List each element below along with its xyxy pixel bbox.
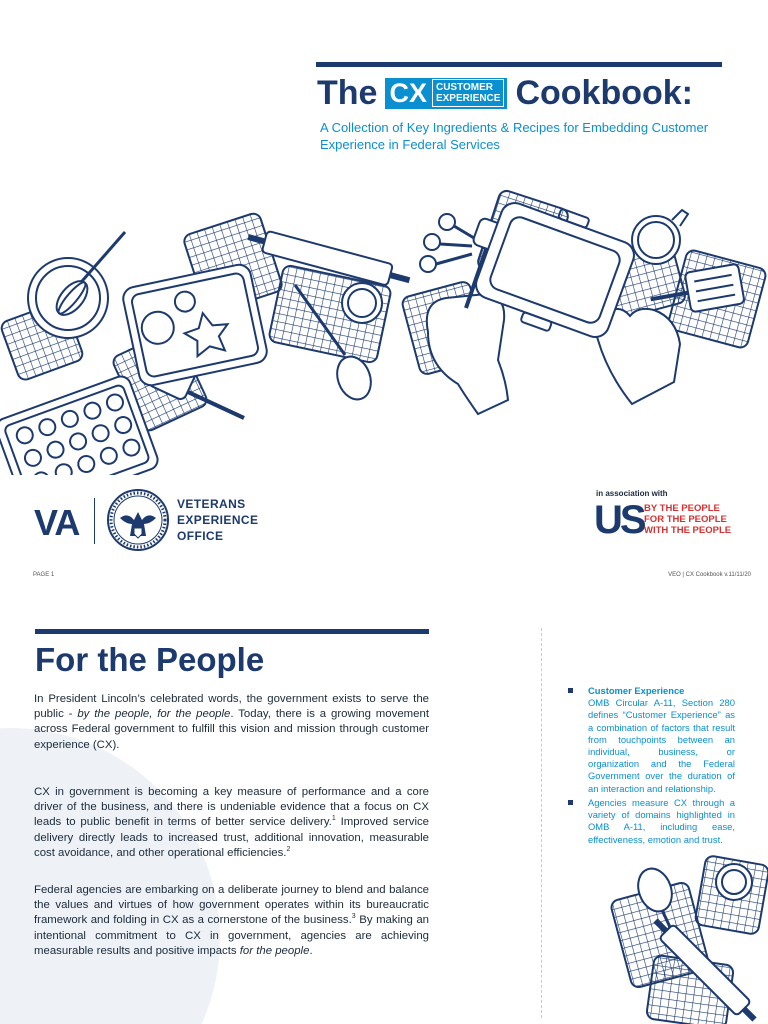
p3-emphasis: for the people: [239, 944, 310, 957]
veo-line1: VETERANS: [177, 497, 246, 511]
section-rule: [35, 629, 429, 634]
cx-badge-words: [432, 79, 504, 107]
background-circle: [0, 728, 220, 1024]
sidebar-item-body: OMB Circular A-11, Section 280 defines “Customer Experience” as a combination of factors that result from touchpoints between an individual, business, or organization and the Federal Government over the duration of an interaction and relationship.: [588, 697, 735, 794]
us-tagline-line2: FOR THE PEOPLE: [644, 514, 727, 525]
cx-badge: [385, 78, 507, 109]
p3-text-b: By making an intentional commitment to CX in government, agencies are achieving measurable results and positive impacts: [34, 914, 430, 957]
p1-emphasis: by the people, for the people: [77, 708, 231, 721]
p1-text-b: . Today, there is a growing movement across Federal government to fulfill this vision and mission through customer experience (CX).: [34, 708, 429, 751]
footnote-ref-2[interactable]: 2: [286, 846, 291, 854]
veo-line3: OFFICE: [177, 529, 224, 543]
baking-tray-icon: [121, 263, 269, 388]
veo-line2: EXPERIENCE: [177, 513, 259, 527]
bullet-icon: [568, 688, 573, 693]
measuring-cup-icon: [632, 210, 688, 264]
section-title: For the People: [35, 641, 265, 678]
sidebar-item-body: Agencies measure CX through a variety of domains highlighted in OMB A-11, including ease, effectiveness, emotion and trust.: [588, 797, 735, 845]
measuring-spoons-icon: [420, 214, 474, 272]
p3-text-a: Federal agencies are embarking on a deliberate journey to blend and balance the values and virtues of how government operates within its bureaucratic framework and folding in CX as a cornerstone of the business.: [34, 884, 429, 927]
footnote-ref-3[interactable]: 3: [351, 913, 356, 921]
bowl-whisk-icon: [28, 232, 125, 338]
veo-name: [177, 496, 258, 544]
version-label: VEO | CX Cookbook v.11/11/20: [668, 572, 751, 578]
title-rule: [316, 62, 722, 67]
cx-badge-line2: EXPERIENCE: [435, 93, 501, 104]
footnote-ref-1[interactable]: 1: [331, 815, 336, 823]
cx-badge-letters: CX: [389, 78, 427, 108]
document-title: [317, 74, 693, 112]
small-bowl-icon: [342, 283, 382, 323]
logo-divider: [94, 498, 95, 544]
title-cookbook: Cookbook:: [515, 74, 693, 112]
us-tagline: [644, 503, 731, 536]
us-tagline-line3: WITH THE PEOPLE: [644, 525, 732, 536]
kitchen-utensils-illustration: [0, 180, 768, 475]
us-logo: US: [594, 498, 644, 542]
p2-text-b: Improved service delivery directly leads to increased trust, additional innovation, measurable cost avoidance, and other operational efficiencies.: [34, 816, 430, 859]
p1-text-a: In President Lincoln’s celebrated words, the government exists to serve the public -: [34, 693, 429, 721]
paragraph-2: [34, 785, 429, 861]
va-logo: VA: [34, 502, 80, 543]
p3-text-c: .: [309, 944, 313, 957]
p2-text-a: CX in government is becoming a key measure of performance and a core driver of the business, and there is undeniable evidence that a focus on CX leads to public benefit in terms of better service delivery.: [34, 786, 429, 829]
va-seal-icon: [106, 488, 170, 552]
us-tagline-line1: BY THE PEOPLE: [644, 503, 720, 514]
paragraph-1: [34, 692, 429, 753]
sidebar-item-customer-experience: [570, 685, 735, 795]
subtitle: A Collection of Key Ingredients & Recipes for Embedding Customer Experience in Federal Services: [320, 120, 709, 152]
title-the: The: [317, 74, 378, 112]
rolling-pin-ladle-illustration: [590, 850, 768, 1024]
sidebar-item-measurement: [570, 797, 735, 846]
cx-badge-line1: CUSTOMER: [435, 82, 494, 93]
paragraph-3: [34, 883, 429, 959]
bullet-icon: [568, 800, 573, 805]
sidebar-item-heading: Customer Experience: [588, 685, 685, 696]
association-label: in association with: [596, 489, 668, 498]
column-divider: [541, 628, 542, 1018]
page-number: PAGE 1: [33, 572, 55, 578]
